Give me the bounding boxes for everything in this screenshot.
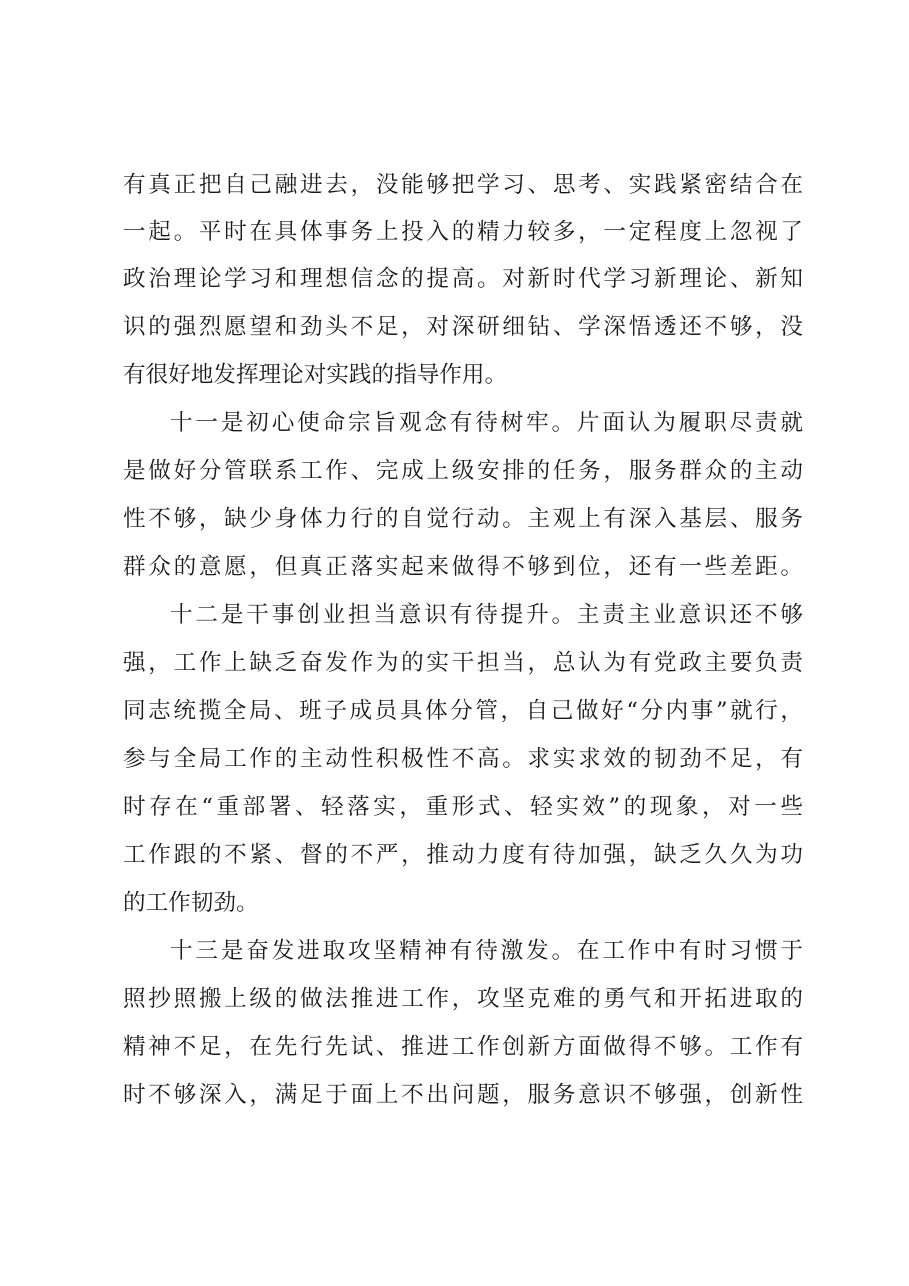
text-line: 同志统揽全局、班子成员具体分管，自己做好“分内事”就行， — [123, 698, 803, 724]
text-line: 有很好地发挥理论对实践的指导作用。 — [123, 362, 508, 388]
text-line: 工作跟的不紧、督的不严，推动力度有待加强，缺乏久久为功 — [123, 842, 803, 868]
paragraph-start-line: 十一是初心使命宗旨观念有待树牢。片面认为履职尽责就 — [170, 410, 803, 436]
text-line: 照抄照搬上级的做法推进工作，攻坚克难的勇气和开拓进取的 — [123, 986, 803, 1012]
text-line: 时存在“重部署、轻落实，重形式、轻实效”的现象，对一些 — [123, 794, 803, 820]
text-line: 群众的意愿，但真正落实起来做得不够到位，还有一些差距。 — [123, 554, 803, 580]
text-line: 参与全局工作的主动性积极性不高。求实求效的韧劲不足，有 — [123, 746, 803, 772]
text-line: 的工作韧劲。 — [123, 890, 259, 916]
text-line: 识的强烈愿望和劲头不足，对深研细钻、学深悟透还不够，没 — [123, 314, 803, 340]
text-line: 是做好分管联系工作、完成上级安排的任务，服务群众的主动 — [123, 458, 803, 484]
text-line: 有真正把自己融进去，没能够把学习、思考、实践紧密结合在 — [123, 172, 803, 198]
text-line: 强，工作上缺乏奋发作为的实干担当，总认为有党政主要负责 — [123, 650, 803, 676]
paragraph-start-line: 十三是奋发进取攻坚精神有待激发。在工作中有时习惯于 — [170, 938, 803, 964]
text-line: 时不够深入，满足于面上不出问题，服务意识不够强，创新性 — [123, 1082, 803, 1108]
text-line: 政治理论学习和理想信念的提高。对新时代学习新理论、新知 — [123, 266, 803, 292]
text-line: 一起。平时在具体事务上投入的精力较多，一定程度上忽视了 — [123, 219, 803, 245]
text-line: 性不够，缺少身体力行的自觉行动。主观上有深入基层、服务 — [123, 506, 803, 532]
text-line: 精神不足，在先行先试、推进工作创新方面做得不够。工作有 — [123, 1034, 803, 1060]
paragraph-start-line: 十二是干事创业担当意识有待提升。主责主业意识还不够 — [170, 602, 803, 628]
